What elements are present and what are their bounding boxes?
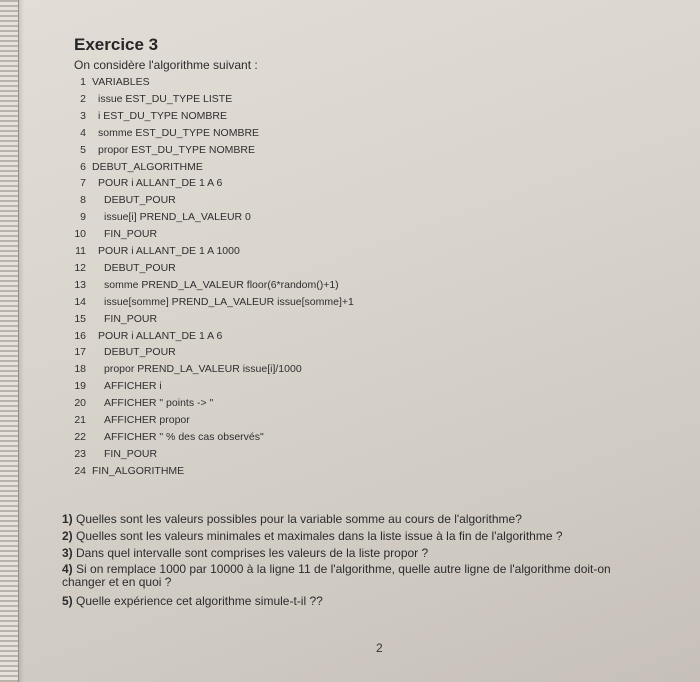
line-number: 12 <box>74 261 86 274</box>
algorithm-line <box>64 279 339 291</box>
algorithm-line <box>64 161 203 173</box>
algorithm-line <box>64 431 264 443</box>
line-number: 1 <box>80 76 86 88</box>
question-text: Quelles sont les valeurs minimales et maximales dans la liste issue à la fin de l'algorithme ? <box>76 529 563 543</box>
line-number: 17 <box>74 346 86 359</box>
line-code: propor PREND_LA_VALEUR issue[i]/1000 <box>104 363 302 376</box>
algorithm-line <box>64 211 251 223</box>
line-code: i EST_DU_TYPE NOMBRE <box>98 109 227 122</box>
algorithm-line <box>64 76 150 88</box>
line-number: 19 <box>74 380 86 393</box>
line-code: DEBUT_POUR <box>104 261 176 274</box>
algorithm-line <box>64 296 354 308</box>
algorithm-line <box>64 313 157 325</box>
line-number: 21 <box>74 414 86 426</box>
question-text: Quelles sont les valeurs possibles pour la variable somme au cours de l'algorithme? <box>76 512 522 526</box>
line-code: DEBUT_POUR <box>104 346 176 359</box>
algorithm-line <box>64 397 213 409</box>
line-code: issue[somme] PREND_LA_VALEUR issue[somme]+1 <box>104 295 354 308</box>
line-code: AFFICHER " % des cas observés" <box>104 430 264 443</box>
algorithm-line <box>64 465 184 477</box>
question-item <box>62 576 171 589</box>
line-code: FIN_POUR <box>104 447 158 460</box>
line-number: 6 <box>80 160 86 173</box>
algorithm-line <box>64 245 240 257</box>
line-code: FIN_POUR <box>104 312 158 325</box>
question-text: Dans quel intervalle sont comprises les valeurs de la liste propor ? <box>76 546 429 560</box>
line-code: DEBUT_POUR <box>104 194 176 207</box>
line-code: issue[i] PREND_LA_VALEUR 0 <box>104 211 251 224</box>
line-number: 2 <box>80 92 86 105</box>
algorithm-line <box>64 363 302 375</box>
line-number: 13 <box>74 278 86 291</box>
line-code: issue EST_DU_TYPE LISTE <box>98 92 233 105</box>
line-code: somme EST_DU_TYPE NOMBRE <box>98 126 260 139</box>
line-number: 5 <box>80 143 86 156</box>
exercise-intro: On considère l'algorithme suivant : <box>74 58 258 72</box>
algorithm-line <box>64 380 162 392</box>
algorithm-line <box>64 414 190 426</box>
line-code: AFFICHER i <box>104 380 162 393</box>
question-text: changer et en quoi ? <box>62 575 172 589</box>
line-code: POUR i ALLANT_DE 1 A 6 <box>98 177 223 190</box>
exercise-title: Exercice 3 <box>74 35 159 54</box>
line-number: 10 <box>74 228 86 241</box>
line-code: POUR i ALLANT_DE 1 A 6 <box>98 329 223 342</box>
line-number: 14 <box>74 295 86 308</box>
line-number: 23 <box>74 447 86 460</box>
algorithm-line <box>64 127 259 139</box>
line-code: AFFICHER propor <box>104 414 190 426</box>
question-text: Si on remplace 1000 par 10000 à la ligne 11 de l'algorithme, quelle autre ligne de l'algorithme doit-on <box>76 562 611 576</box>
line-number: 3 <box>80 109 86 122</box>
line-code: FIN_POUR <box>104 228 158 241</box>
algorithm-line <box>64 194 176 206</box>
question-number: 4) <box>62 562 73 576</box>
algorithm-line <box>64 144 255 156</box>
line-number: 18 <box>74 363 86 376</box>
line-number: 11 <box>75 245 86 257</box>
question-number: 5) <box>62 594 73 608</box>
algorithm-line <box>64 110 227 122</box>
algorithm-line <box>64 93 232 105</box>
line-number: 22 <box>74 430 86 443</box>
line-code: somme PREND_LA_VALEUR floor(6*random()+1) <box>104 278 339 291</box>
line-code: AFFICHER " points -> " <box>104 397 214 410</box>
line-number: 20 <box>74 397 86 410</box>
line-number: 9 <box>80 211 86 224</box>
question-number: 1) <box>62 512 73 526</box>
line-number: 7 <box>80 177 86 190</box>
question-item <box>62 513 522 526</box>
algorithm-line <box>64 228 157 240</box>
algorithm-line <box>64 346 176 358</box>
line-code: FIN_ALGORITHME <box>92 464 185 477</box>
algorithm-line <box>64 330 222 342</box>
question-item <box>62 530 563 543</box>
question-text: Quelle expérience cet algorithme simule-t-il ?? <box>76 594 323 608</box>
algorithm-line <box>64 177 222 189</box>
question-number: 3) <box>62 546 73 560</box>
line-number: 16 <box>74 329 86 342</box>
question-number: 2) <box>62 529 73 543</box>
line-code: VARIABLES <box>92 76 150 88</box>
line-number: 8 <box>80 194 86 207</box>
algorithm-line <box>64 448 157 460</box>
page-number: 2 <box>376 641 383 655</box>
line-code: propor EST_DU_TYPE NOMBRE <box>98 143 255 156</box>
line-number: 15 <box>74 312 86 325</box>
algorithm-line <box>64 262 176 274</box>
line-number: 4 <box>80 126 86 139</box>
line-number: 24 <box>74 464 86 477</box>
question-item <box>62 595 323 608</box>
line-code: DEBUT_ALGORITHME <box>92 160 203 173</box>
question-item <box>62 547 428 560</box>
line-code: POUR i ALLANT_DE 1 A 1000 <box>98 245 240 257</box>
